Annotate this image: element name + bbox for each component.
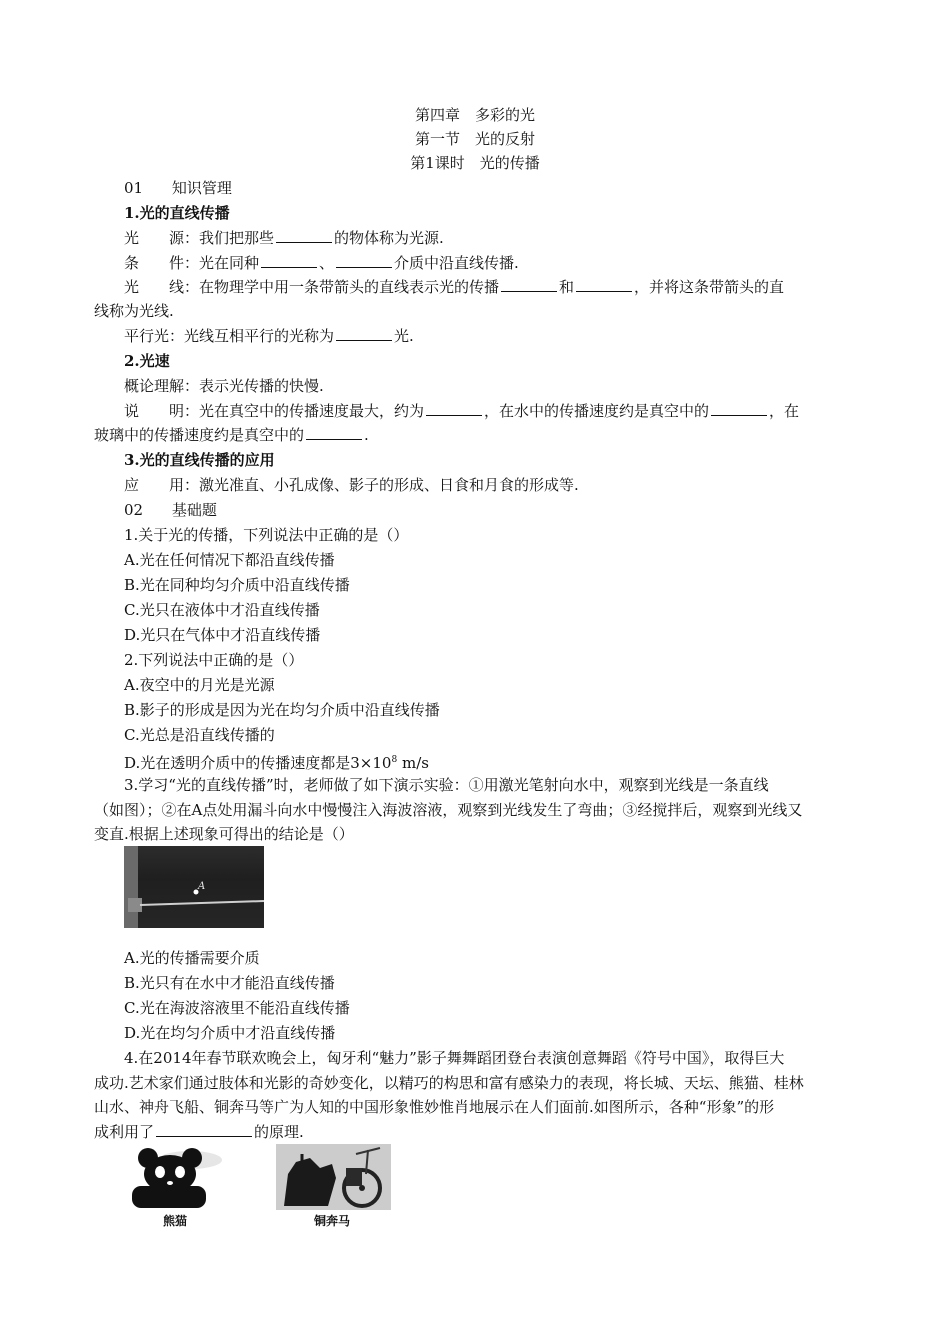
blank-ray-2[interactable] — [576, 277, 632, 292]
basic-label-num: 02 — [124, 501, 144, 519]
lesson-title: 第1课时 光的传播 — [410, 154, 540, 172]
condition-separator: 、 — [319, 254, 335, 272]
blank-speed-water[interactable] — [711, 401, 767, 416]
chapter-title: 第四章 多彩的光 — [414, 106, 535, 124]
laser-pen-tip — [128, 898, 142, 912]
knowledge-heading-2: 2.光速 — [124, 352, 170, 370]
q2-option-d[interactable] — [124, 749, 429, 774]
q4-stem-line-1: 4.在2014年春节联欢晚会上，匈牙利“魅力”影子舞舞蹈团登台表演创意舞蹈《符号中国》，取得巨大 — [124, 1049, 785, 1067]
panda-shadow-figure — [128, 1146, 238, 1208]
condition-text: 条 件：光在同种 — [124, 254, 260, 272]
q2-option-b[interactable]: B.影子的形成是因为光在均匀介质中沿直线传播 — [124, 701, 440, 719]
explain-line — [124, 400, 799, 422]
q1-option-d[interactable]: D.光只在气体中才沿直线传播 — [124, 626, 321, 644]
bronze-horse-shadow-figure — [276, 1144, 391, 1210]
horse-caption: 铜奔马 — [314, 1214, 351, 1228]
light-ray-text: 光 线：在物理学中用一条带箭头的直线表示光的传播 — [124, 278, 500, 296]
blank-principle[interactable] — [156, 1122, 252, 1137]
laser-beam — [140, 901, 264, 905]
concept-line: 概论理解：表示光传播的快慢. — [124, 377, 324, 395]
knowledge-label-text: 知识管理 — [171, 179, 232, 197]
panda-eye-left — [155, 1166, 165, 1178]
section-title: 第一节 光的反射 — [414, 130, 535, 148]
q3-stem-line-2: （如图）；②在A点处用漏斗向水中慢慢注入海波溶液，观察到光线发生了弯曲；③经搅拌后，观察到光线又 — [94, 801, 803, 819]
laser-figure-drawing — [124, 846, 264, 928]
explain-line-continued — [94, 424, 369, 446]
blank-ray-1[interactable] — [501, 277, 557, 292]
q4-stem-line-4 — [94, 1121, 304, 1143]
blank-parallel[interactable] — [336, 326, 392, 341]
q2-stem: 2.下列说法中正确的是（） — [124, 651, 304, 669]
q1-stem: 1.关于光的传播，下列说法中正确的是（） — [124, 526, 409, 544]
explain-period: . — [364, 426, 369, 444]
q2-option-c[interactable]: C.光总是沿直线传播的 — [124, 726, 275, 744]
q2-option-d-exponent: 8 — [391, 755, 398, 765]
q2-option-d-unit: m/s — [397, 754, 429, 772]
q3-option-a[interactable]: A.光的传播需要介质 — [124, 949, 260, 967]
q3-stem-line-1: 3.学习“光的直线传播”时，老师做了如下演示实验：①用激光笔射向水中，观察到光线是一条直线 — [124, 776, 769, 794]
q3-option-c[interactable]: C.光在海波溶液里不能沿直线传播 — [124, 999, 350, 1017]
knowledge-heading-3: 3.光的直线传播的应用 — [124, 451, 275, 469]
q1-option-b[interactable]: B.光在同种均匀介质中沿直线传播 — [124, 576, 350, 594]
parallel-light-text-end: 光. — [394, 327, 414, 345]
q2-option-d-text: D.光在透明介质中的传播速度都是3×10 — [124, 754, 392, 772]
explain-text-water: ，在水中的传播速度约是真空中的 — [484, 402, 710, 420]
basic-label — [124, 499, 217, 521]
blank-condition-1[interactable] — [261, 253, 317, 268]
q4-text: 成利用了 — [94, 1123, 155, 1141]
explain-text-glass: 玻璃中的传播速度约是真空中的 — [94, 426, 305, 444]
blank-light-source[interactable] — [276, 228, 332, 243]
condition-text-end: 介质中沿直线传播. — [394, 254, 519, 272]
condition-line — [124, 252, 519, 274]
basic-label-text: 基础题 — [171, 501, 217, 519]
panda-body — [132, 1186, 206, 1208]
explain-text-end: ，在 — [769, 402, 800, 420]
knowledge-label-num: 01 — [124, 179, 144, 197]
light-ray-line — [124, 276, 784, 298]
light-source-line — [124, 227, 444, 249]
parallel-light-line — [124, 325, 414, 347]
blank-speed-vacuum[interactable] — [426, 401, 482, 416]
panda-drawing — [128, 1146, 238, 1208]
light-ray-text-end: ，并将这条带箭头的直 — [634, 278, 785, 296]
blank-condition-2[interactable] — [336, 253, 392, 268]
panda-nose — [167, 1181, 173, 1185]
q3-option-d[interactable]: D.光在均匀介质中才沿直线传播 — [124, 1024, 336, 1042]
q4-stem-line-3: 山水、神舟飞船、铜奔马等广为人知的中国形象惟妙惟肖地展示在人们面前.如图所示，各种“形象”的形 — [94, 1098, 775, 1116]
parallel-light-text: 平行光：光线互相平行的光称为 — [124, 327, 335, 345]
q2-option-a[interactable]: A.夜空中的月光是光源 — [124, 676, 275, 694]
knowledge-label — [124, 177, 232, 199]
chariot-rider — [346, 1168, 362, 1186]
light-source-text-end: 的物体称为光源. — [334, 229, 444, 247]
blank-speed-glass[interactable] — [306, 425, 362, 440]
light-ray-continued: 线称为光线. — [94, 302, 174, 320]
panda-eye-right — [175, 1166, 185, 1178]
light-source-text: 光 源：我们把那些 — [124, 229, 275, 247]
explain-text: 说 明：光在真空中的传播速度最大，约为 — [124, 402, 425, 420]
application-line: 应 用：激光准直、小孔成像、影子的形成、日食和月食的形成等. — [124, 476, 579, 494]
q1-option-a[interactable]: A.光在任何情况下都沿直线传播 — [124, 551, 335, 569]
q4-stem-line-2: 成功.艺术家们通过肢体和光影的奇妙变化，以精巧的构思和富有感染力的表现，将长城、天坛、熊猫、桂林 — [94, 1074, 804, 1092]
q3-stem-line-3: 变直.根据上述现象可得出的结论是（） — [94, 825, 354, 843]
bronze-horse-drawing — [276, 1144, 391, 1210]
laser-pen-body — [124, 846, 138, 928]
q4-text-end: 的原理. — [254, 1123, 304, 1141]
laser-experiment-figure — [124, 846, 264, 928]
point-a-label: A — [198, 881, 206, 892]
knowledge-heading-1: 1.光的直线传播 — [124, 204, 230, 222]
q3-option-b[interactable]: B.光只有在水中才能沿直线传播 — [124, 974, 335, 992]
light-ray-and: 和 — [559, 278, 575, 296]
q1-option-c[interactable]: C.光只在液体中才沿直线传播 — [124, 601, 320, 619]
panda-caption: 熊猫 — [163, 1214, 188, 1228]
